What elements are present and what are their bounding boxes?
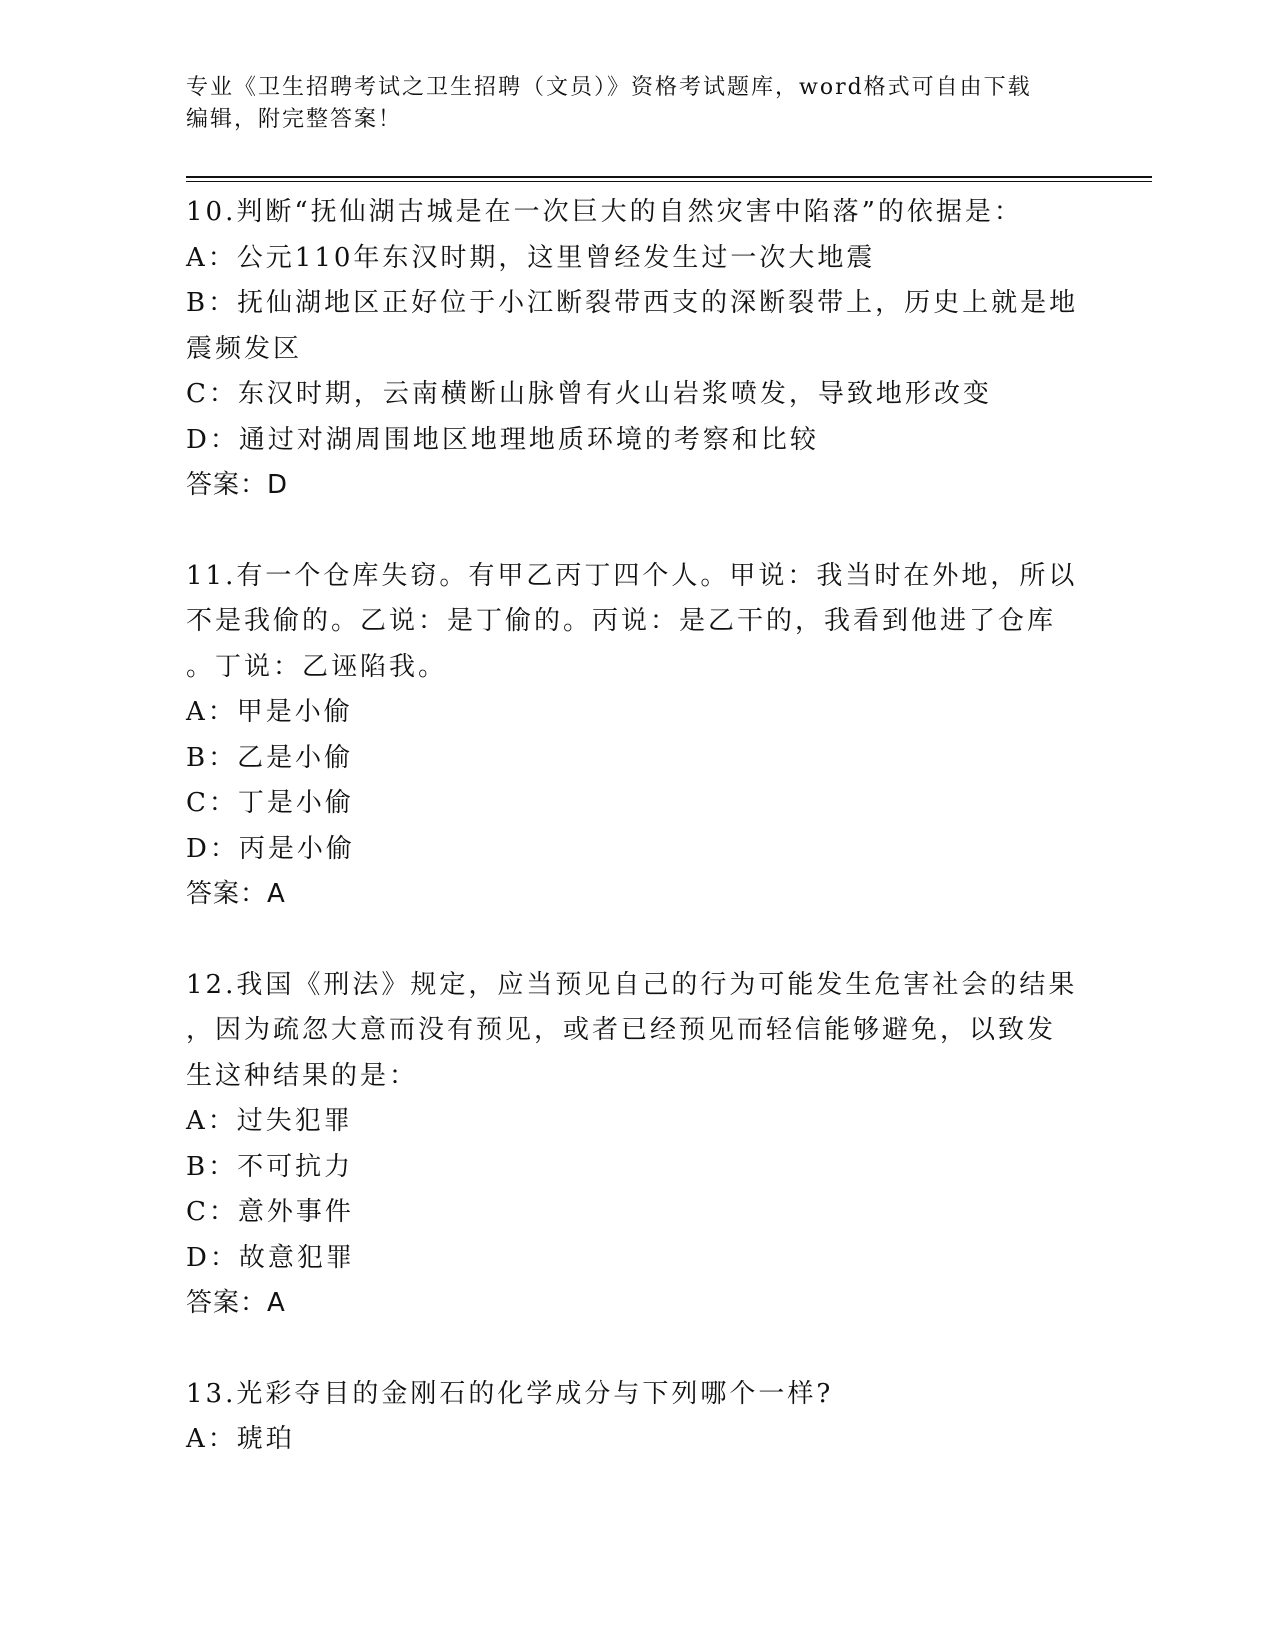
question-spacer	[186, 509, 1086, 554]
option-c: C：东汉时期，云南横断山脉曾有火山岩浆喷发，导致地形改变	[186, 379, 992, 409]
document-header	[186, 72, 1066, 136]
option-a: A：甲是小偷	[186, 697, 353, 727]
answer: 答案：A	[186, 1288, 286, 1318]
option-b: B：乙是小偷	[186, 742, 354, 773]
option-b: B：不可抗力	[186, 1151, 354, 1182]
question-12	[186, 963, 1086, 1327]
option-b: B：抚仙湖地区正好位于小江断裂带西支的深断裂带上，历史上就是地	[186, 288, 1079, 318]
option-d: D：丙是小偷	[186, 833, 355, 864]
header-line-2: 编辑，附完整答案！	[186, 107, 403, 132]
option-a: A：公元110年东汉时期，这里曾经发生过一次大地震	[186, 242, 876, 273]
answer: 答案：A	[186, 879, 286, 909]
option-c: C：丁是小偷	[186, 788, 354, 818]
question-stem: 11.有一个仓库失窃。有甲乙丙丁四个人。甲说：我当时在外地，所以	[186, 560, 1078, 591]
question-stem: 12.我国《刑法》规定，应当预见自己的行为可能发生危害社会的结果	[186, 969, 1078, 1000]
question-11	[186, 554, 1086, 918]
header-rule-thin	[186, 181, 1152, 182]
option-c: C：意外事件	[186, 1197, 354, 1227]
option-b-continued: 震频发区	[186, 333, 303, 364]
question-spacer	[186, 1327, 1086, 1372]
question-stem: 13.光彩夺目的金刚石的化学成分与下列哪个一样?	[186, 1378, 834, 1409]
question-stem-line-3: 。丁说：乙诬陷我。	[186, 651, 448, 682]
option-a: A：琥珀	[186, 1424, 295, 1454]
question-stem-line-2: ，因为疏忽大意而没有预见，或者已经预见而轻信能够避免，以致发	[186, 1015, 1057, 1045]
question-spacer	[186, 918, 1086, 963]
question-stem-line-2: 不是我偷的。乙说：是丁偷的。丙说：是乙干的，我看到他进了仓库	[186, 606, 1057, 636]
question-stem: 10.判断“抚仙湖古城是在一次巨大的自然灾害中陷落”的依据是：	[186, 197, 1023, 227]
option-d: D：故意犯罪	[186, 1242, 355, 1273]
answer: 答案：D	[186, 470, 289, 500]
question-stem-line-3: 生这种结果的是：	[186, 1060, 419, 1091]
option-d: D：通过对湖周围地区地理地质环境的考察和比较	[186, 424, 819, 455]
header-rule-thick	[186, 176, 1152, 178]
question-list	[186, 190, 1086, 1463]
question-10	[186, 190, 1086, 509]
option-a: A：过失犯罪	[186, 1106, 353, 1136]
question-13	[186, 1372, 1086, 1463]
header-line-1: 专业《卫生招聘考试之卫生招聘（文员）》资格考试题库，word格式可自由下载	[186, 75, 1032, 100]
